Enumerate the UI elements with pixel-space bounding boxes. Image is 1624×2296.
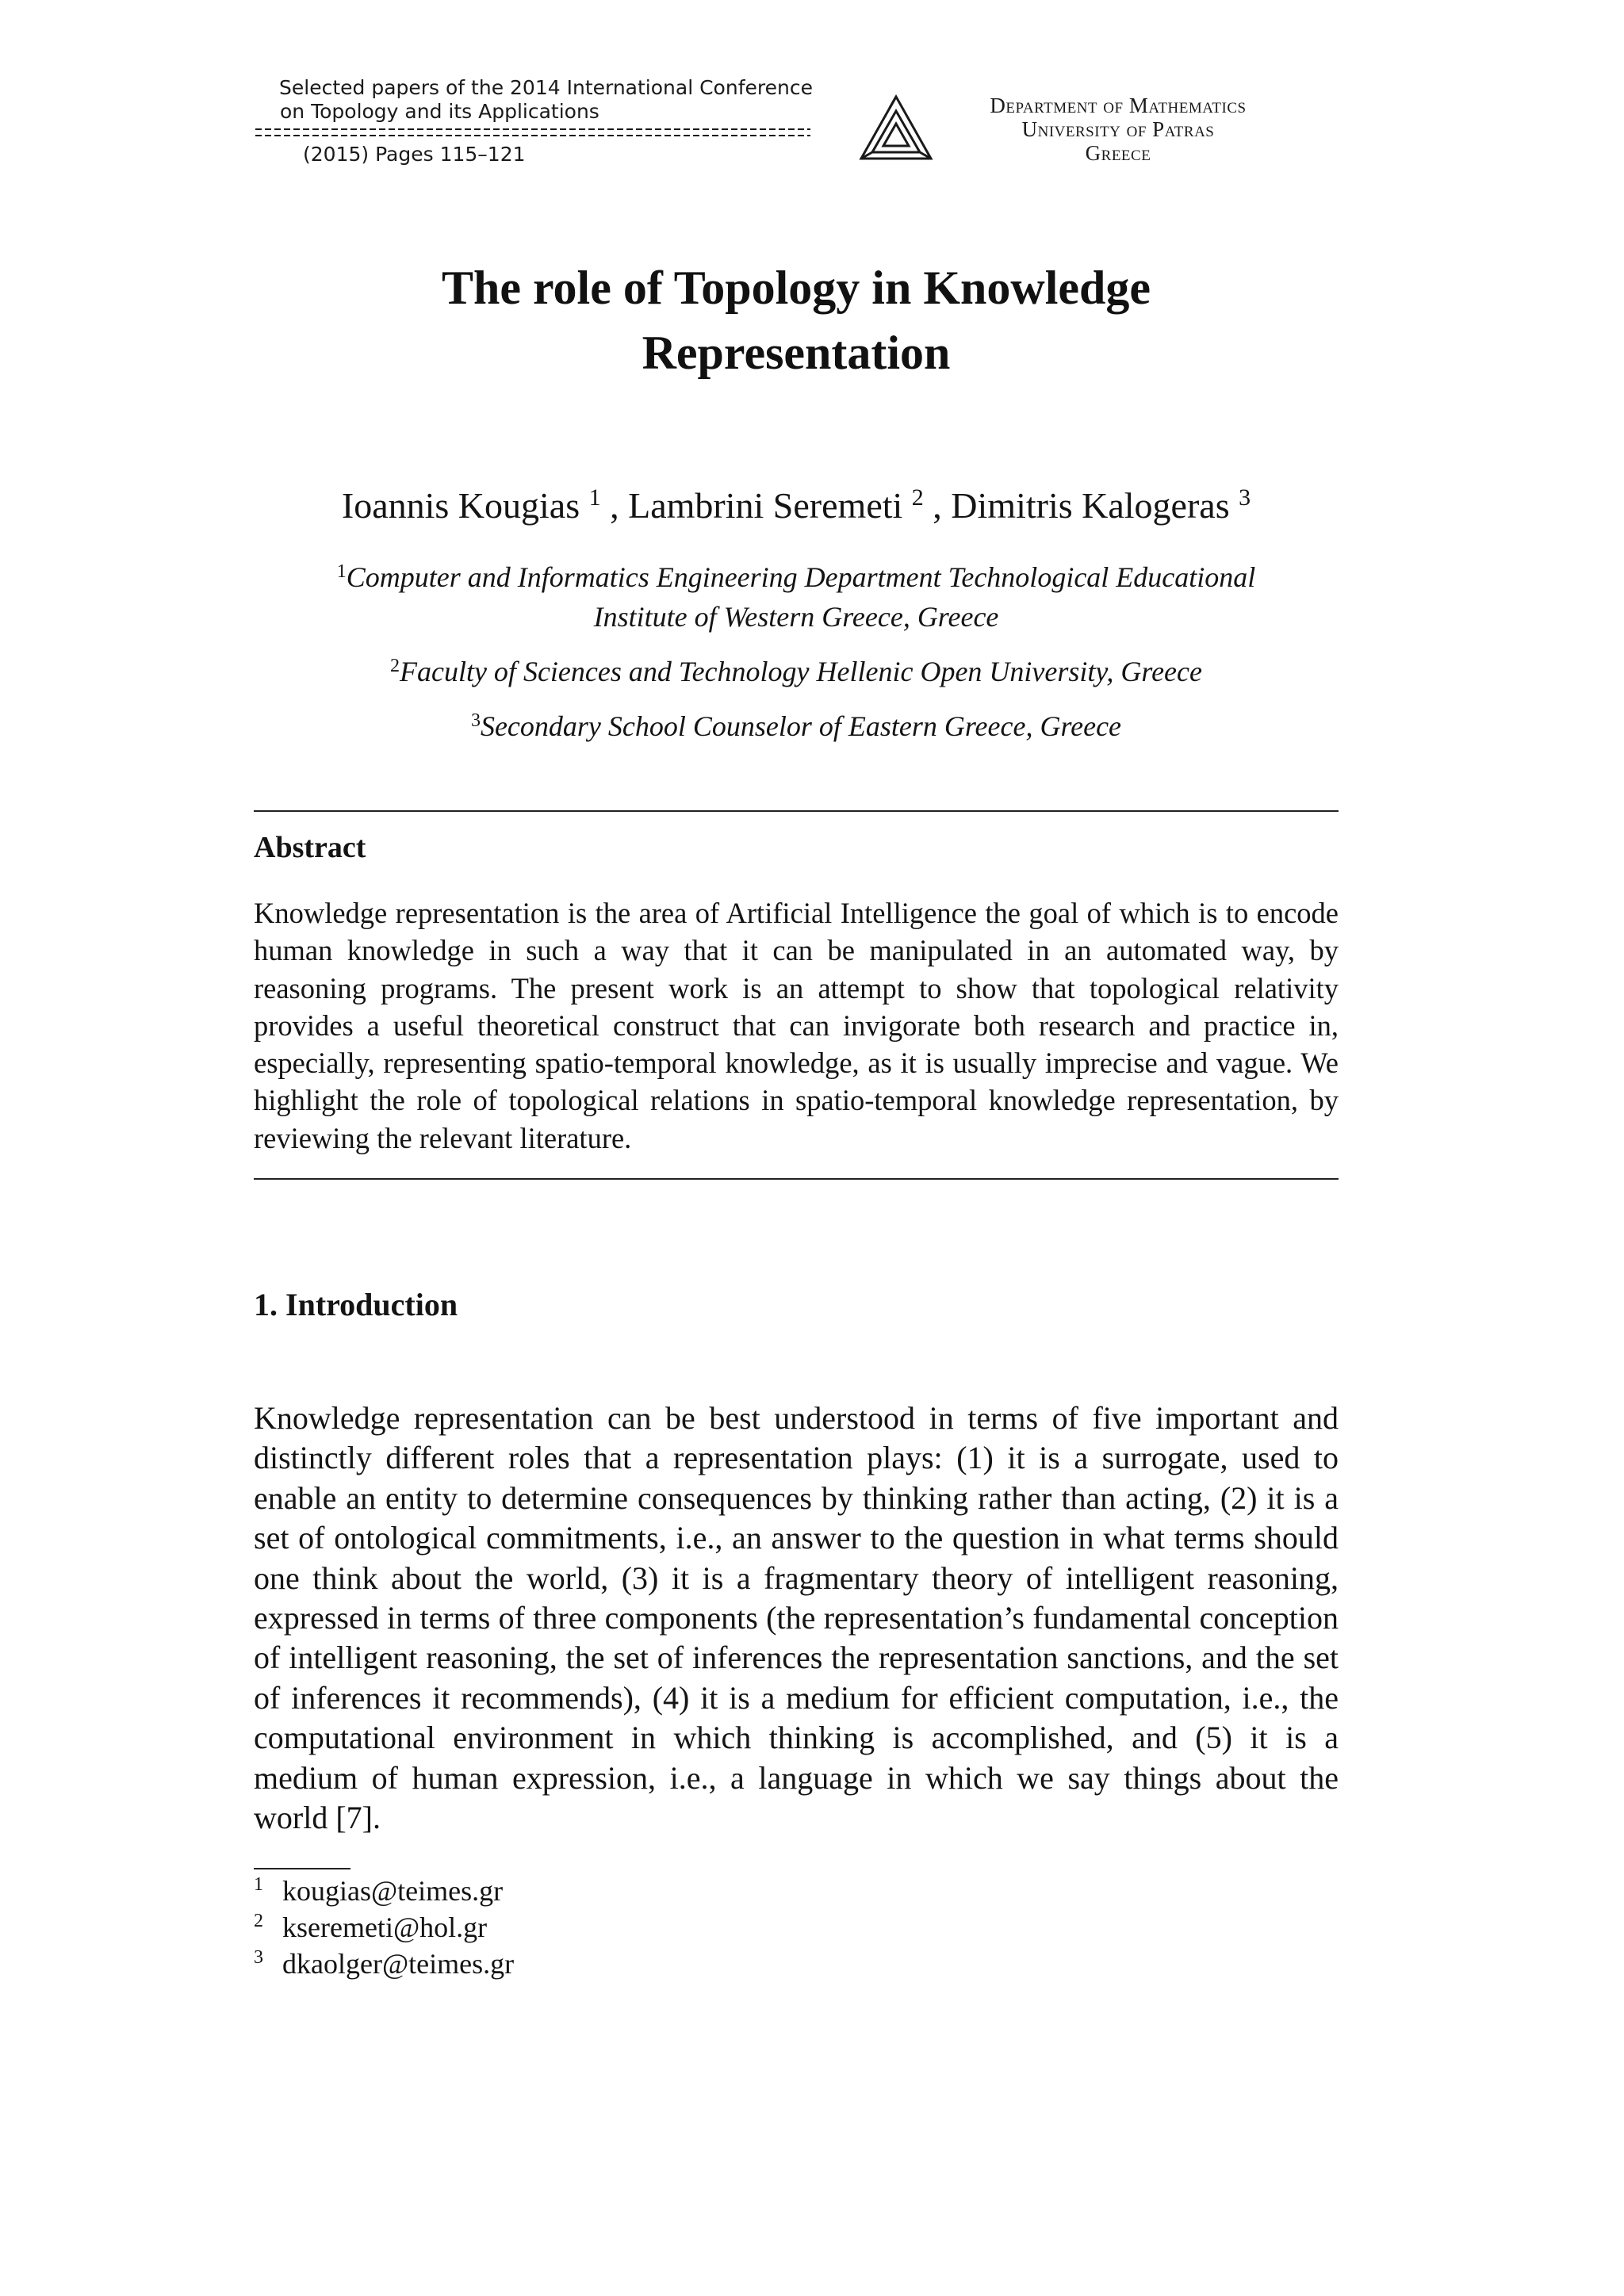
author-mark: 2	[911, 484, 924, 511]
author-separator: ,	[610, 485, 619, 526]
affiliation-text: Computer and Informatics Engineering Department Technological Educational	[346, 561, 1256, 593]
footnote-list	[254, 1873, 967, 1982]
affiliation-list	[198, 552, 1394, 746]
footnote	[254, 1946, 967, 1982]
affiliation-continuation: Institute of Western Greece, Greece	[593, 601, 999, 633]
footnote-mark: 1	[254, 1874, 263, 1895]
footnote-mark: 2	[254, 1911, 263, 1931]
author-name: Lambrini Seremeti	[628, 485, 903, 526]
abstract-heading: Abstract	[254, 831, 366, 864]
affiliation-mark: 2	[389, 656, 400, 676]
affiliation	[198, 552, 1394, 597]
author-mark: 1	[588, 484, 601, 511]
affiliation	[198, 701, 1394, 746]
footnote-mark: 3	[254, 1947, 263, 1968]
affiliation-text: Faculty of Sciences and Technology Hellenic Open University, Greece	[399, 656, 1202, 687]
footnote	[254, 1909, 967, 1946]
country-name: Greece	[1085, 141, 1151, 165]
department-name: Department of Mathematics	[990, 94, 1247, 117]
footnote-email[interactable]: kougias@teimes.gr	[282, 1875, 504, 1907]
paper-title-line2: Representation	[642, 327, 951, 379]
department-block	[944, 94, 1293, 165]
footnote-rule	[254, 1868, 350, 1869]
author-list	[198, 474, 1394, 530]
affiliation-text: Secondary School Counselor of Eastern Greece, Greece	[480, 710, 1122, 742]
affiliation	[198, 646, 1394, 691]
paper-title	[254, 255, 1339, 385]
header-dashed-rule	[255, 128, 810, 136]
footnote	[254, 1873, 967, 1909]
footnote-email[interactable]: dkaolger@teimes.gr	[282, 1948, 515, 1980]
paper-title-line1: The role of Topology in Knowledge	[441, 262, 1151, 314]
author-separator: ,	[933, 485, 942, 526]
journal-pages: (2015) Pages 115–121	[303, 143, 526, 166]
journal-header	[279, 76, 818, 166]
university-name: University of Patras	[1021, 117, 1215, 141]
author-mark: 3	[1239, 484, 1251, 511]
affiliation-mark: 3	[470, 710, 481, 731]
author-name: Ioannis Kougias	[341, 485, 580, 526]
affiliation-mark: 1	[336, 561, 347, 582]
author-name: Dimitris Kalogeras	[951, 485, 1230, 526]
abstract-text: Knowledge representation is the area of Artificial Intelligence the goal of which is to encode human knowledge in such a way that it can be manipulated in an automated way, by reasoning programs. The present work is an attempt to show that topological relativity provides a useful theoretical construct that can invigorate both research and practice in, especially, representing spatio-temporal knowledge, as it is usually imprecise and vague. We highlight the role of topological relations in spatio-temporal knowledge representation, by reviewing the relevant literature.	[254, 897, 1339, 1154]
section-heading-introduction: 1. Introduction	[254, 1287, 458, 1322]
footnote-email[interactable]: kseremeti@hol.gr	[282, 1911, 488, 1943]
abstract-top-rule	[254, 810, 1339, 812]
abstract-bottom-rule	[254, 1178, 1339, 1180]
journal-name-line1: Selected papers of the 2014 International Conference	[279, 76, 813, 99]
journal-name-line2: on Topology and its Applications	[280, 100, 599, 123]
introduction-paragraph: Knowledge representation can be best understood in terms of five important and distinctly different roles that a representation plays: (1) it is a surrogate, used to enable an entity to determine consequences by thinking rather than acting, (2) it is a set of ontological commitments, i.e., an answer to the question in what terms should one think about the world, (3) it is a fragmentary theory of intelligent reasoning, expressed in terms of three components (the representation’s fundamental conception of intelligent reasoning, the set of inferences the representation sanctions, and the set of inferences it recommends), (4) it is a medium for efficient computation, i.e., the computational environment in which thinking is accomplished, and (5) it is a medium of human expression, i.e., a language in which we say things about the world [7].	[254, 1400, 1339, 1836]
impossible-triangle-logo-icon	[858, 94, 934, 163]
